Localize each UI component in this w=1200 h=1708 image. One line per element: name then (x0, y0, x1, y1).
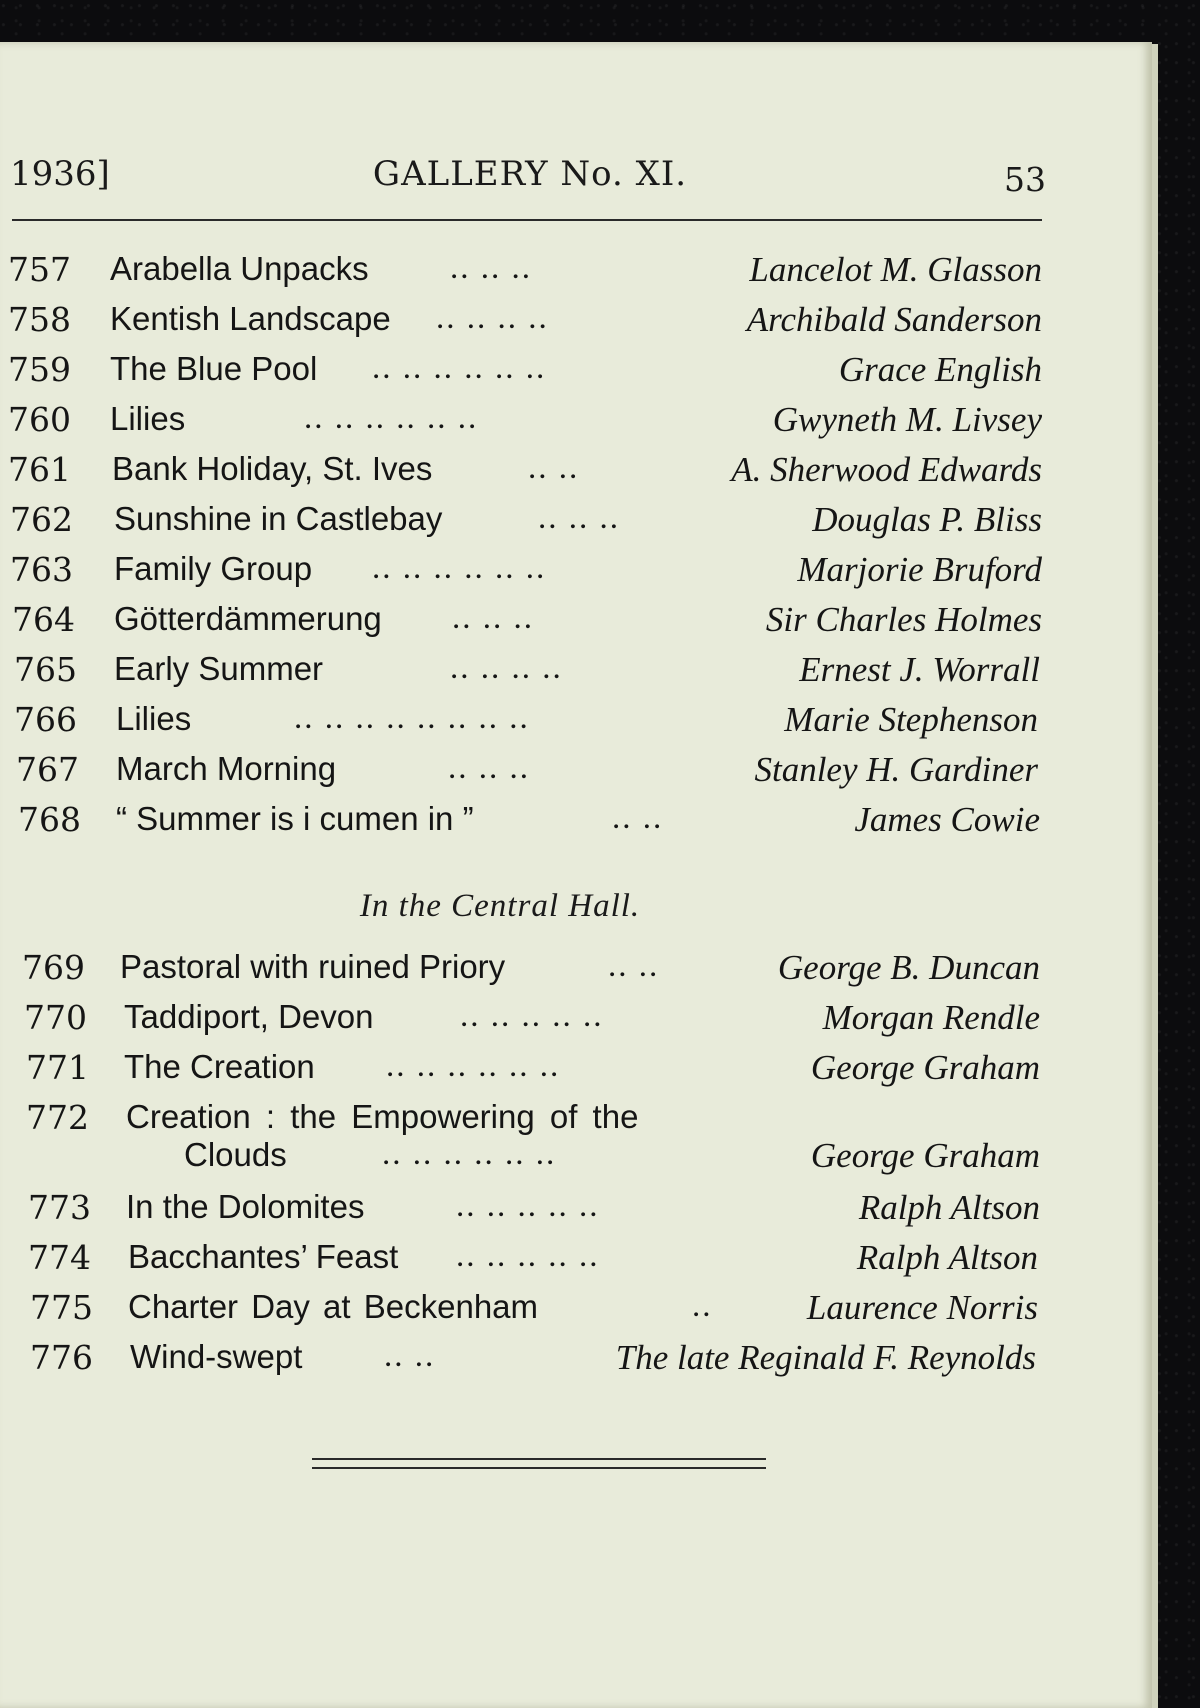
entry-number: 774 (28, 1238, 91, 1277)
entry-number: 771 (26, 1048, 89, 1087)
entry-title: Early Summer (114, 650, 324, 687)
catalogue-entry (8, 350, 1042, 396)
entry-title: Lilies (110, 400, 186, 437)
leader-dots: .. .. .. .. .. .. (304, 400, 479, 436)
entry-title: Kentish Landscape (110, 300, 391, 337)
leader-dots: .. (692, 1288, 713, 1324)
entry-title: Wind-swept (130, 1338, 303, 1375)
catalogue-entry (8, 300, 1042, 346)
leader-dots: .. .. .. .. .. .. (382, 1136, 557, 1172)
catalogue-entry (8, 400, 1042, 446)
entry-number: 772 (26, 1098, 89, 1137)
entry-number: 775 (30, 1288, 93, 1327)
entry-artist: Ralph Altson (858, 1188, 1040, 1227)
catalogue-entry (18, 800, 1040, 846)
catalogue-entry (30, 1288, 1038, 1334)
entry-artist: George Graham (810, 1136, 1040, 1175)
entry-title: The Creation (124, 1048, 315, 1085)
entry-number: 765 (14, 650, 77, 689)
entry-artist: Ernest J. Worrall (799, 650, 1040, 689)
entry-artist: Laurence Norris (806, 1288, 1038, 1327)
catalogue-entry (26, 1098, 1040, 1188)
entry-artist: Archibald Sanderson (746, 300, 1042, 339)
entry-artist: Douglas P. Bliss (812, 500, 1042, 539)
leader-dots: .. .. (528, 450, 580, 486)
entry-number: 760 (8, 400, 71, 439)
entry-number: 758 (8, 300, 71, 339)
entry-number: 764 (12, 600, 75, 639)
catalogue-entry (14, 650, 1040, 696)
leader-dots: .. .. .. .. (436, 300, 549, 336)
entry-number: 759 (8, 350, 71, 389)
page-number: 53 (1004, 160, 1046, 199)
entry-number: 773 (28, 1188, 91, 1227)
catalogue-entry (26, 1048, 1040, 1094)
running-head (0, 150, 1152, 200)
catalogue-entry (14, 700, 1038, 746)
entry-title: March Morning (116, 750, 337, 787)
entry-artist: Gwyneth M. Livsey (772, 400, 1042, 439)
entry-title: Arabella Unpacks (110, 250, 369, 287)
entry-artist: Morgan Rendle (822, 998, 1040, 1037)
entry-number: 767 (16, 750, 79, 789)
entry-artist: James Cowie (854, 800, 1040, 839)
entry-title: Bacchantes’ Feast (128, 1238, 399, 1275)
entry-number: 766 (14, 700, 77, 739)
catalogue-entry (28, 1188, 1040, 1234)
catalogue-entry (24, 998, 1040, 1044)
entry-artist: Marie Stephenson (784, 700, 1038, 739)
entry-title: “ Summer is i cumen in ” (116, 800, 474, 837)
catalogue-entry (16, 750, 1038, 796)
catalogue-entry (22, 948, 1040, 994)
entry-artist: Stanley H. Gardiner (754, 750, 1038, 789)
entry-number: 763 (10, 550, 73, 589)
entry-title: Pastoral with ruined Priory (120, 948, 506, 985)
catalogue-entry (10, 500, 1042, 546)
entry-number: 769 (22, 948, 85, 987)
catalogue-entry (10, 550, 1042, 596)
entry-artist: George Graham (810, 1048, 1040, 1087)
entry-artist: The late Reginald F. Reynolds (615, 1338, 1036, 1377)
entry-title: The Blue Pool (110, 350, 318, 387)
leader-dots: .. .. .. .. .. (456, 1238, 600, 1274)
entry-title: Bank Holiday, St. Ives (112, 450, 433, 487)
leader-dots: .. .. .. .. (450, 650, 563, 686)
catalogue-entry (30, 1338, 1036, 1384)
entry-title: Sunshine in Castlebay (114, 500, 443, 537)
entry-artist: Lancelot M. Glasson (749, 250, 1042, 289)
entry-number: 761 (8, 450, 71, 489)
entry-number: 762 (10, 500, 73, 539)
closing-double-rule (312, 1458, 766, 1469)
catalogue-entry (8, 250, 1042, 296)
entry-number: 776 (30, 1338, 93, 1377)
entry-artist: Marjorie Bruford (797, 550, 1042, 589)
leader-dots: .. .. .. (452, 600, 534, 636)
page-title: GALLERY No. XI. (372, 154, 688, 194)
leader-dots: .. .. .. .. .. .. (386, 1048, 561, 1084)
entry-number: 757 (8, 250, 71, 289)
leader-dots: .. .. .. .. .. (460, 998, 604, 1034)
entry-artist: Sir Charles Holmes (765, 600, 1042, 639)
catalogue-entry (28, 1238, 1038, 1284)
section-heading: In the Central Hall. (359, 888, 641, 924)
catalogue-entry (12, 600, 1042, 646)
head-rule (12, 219, 1042, 221)
leader-dots: .. .. .. .. .. (456, 1188, 600, 1224)
entry-artist: Ralph Altson (856, 1238, 1038, 1277)
entry-title: Family Group (114, 550, 313, 587)
leader-dots: .. .. .. .. .. .. (372, 550, 547, 586)
entry-title: In the Dolomites (126, 1188, 365, 1225)
catalogue-entry (8, 450, 1042, 496)
entry-artist: A. Sherwood Edwards (731, 450, 1042, 489)
leader-dots: .. .. .. (450, 250, 532, 286)
leader-dots: .. .. (384, 1338, 436, 1374)
entry-number: 768 (18, 800, 81, 839)
leader-dots: .. .. .. (538, 500, 620, 536)
entry-title: Taddiport, Devon (124, 998, 374, 1035)
entry-title: Creation : the Empowering of the (126, 1098, 639, 1135)
running-head-year: 1936] (10, 154, 110, 194)
leader-dots: .. .. .. (448, 750, 530, 786)
entry-artist: George B. Duncan (777, 948, 1040, 987)
leader-dots: .. .. .. .. .. .. (372, 350, 547, 386)
entry-title: Lilies (116, 700, 192, 737)
entry-title: Charter Day at Beckenham (128, 1288, 539, 1325)
leader-dots: .. .. (612, 800, 664, 836)
entry-number: 770 (24, 998, 87, 1037)
entry-artist: Grace English (838, 350, 1042, 389)
entry-title: Götterdämmerung (114, 600, 382, 637)
leader-dots: .. .. (608, 948, 660, 984)
entry-title-continuation: Clouds (184, 1136, 287, 1173)
leader-dots: .. .. .. .. .. .. .. .. (294, 700, 530, 736)
